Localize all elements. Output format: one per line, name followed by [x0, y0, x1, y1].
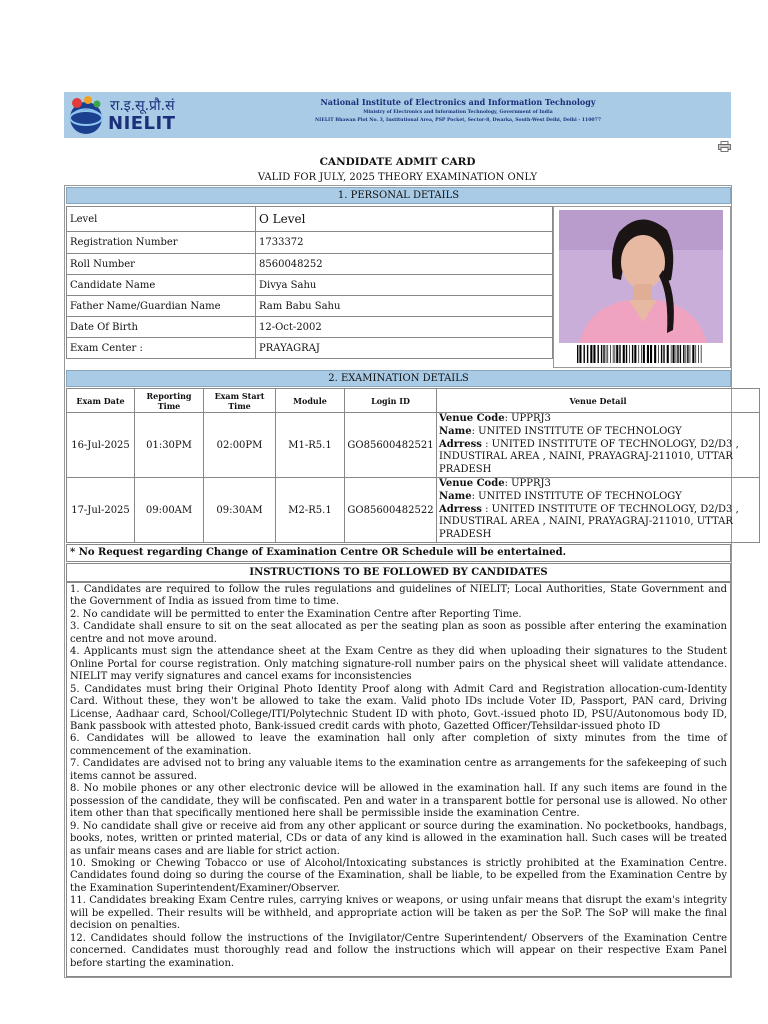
instruction-item: 9. No candidate shall give or receive aid from any other applicant or source during the examination. No pocketbooks, handbags, books, notes, written or printed material, CDs or data of any kind is allowed in the examination hall. Such cases will be treated as unfair means cases and are liable for strict action.: [70, 820, 727, 857]
venue-code-value: : UPPRJ3: [504, 478, 551, 489]
venue-code-label: Venue Code: [439, 478, 505, 489]
instruction-item: 11. Candidates breaking Exam Centre rules, carrying knives or weapons, or using unfair means that disrupt the exam's integrity will be expelled. Their results will be withheld, and appropriate action will be taken as per the SoP. The SoP will make the final decision on penalties.: [70, 895, 727, 932]
exam-details-heading: 2. EXAMINATION DETAILS: [66, 370, 731, 387]
personal-label: Candidate Name: [67, 275, 256, 296]
org-address: NIELIT Bhawan Plot No. 3, Institutional Area, PSP Pocket, Sector-8, Dwarka, South-West Delhi, Delhi - 110077: [314, 118, 602, 123]
personal-label: Roll Number: [67, 254, 256, 275]
org-name: National Institute of Electronics and Information Technology: [320, 97, 596, 107]
exam-row: [67, 413, 760, 478]
venue-code-value: : UPPRJ3: [504, 413, 551, 424]
card-title: CANDIDATE ADMIT CARD: [319, 156, 476, 168]
exam-details-table: [66, 388, 760, 543]
instruction-item: 7. Candidates are advised not to bring any valuable items to the examination centre as arrangements for the safekeeping of such items cannot be assured.: [70, 758, 727, 782]
exam-column-header: Exam Date: [67, 389, 135, 413]
venue-address-value: : UNITED INSTITUTE OF TECHNOLOGY, D2/D3 , INDUSTIRAL AREA , NAINI, PRAYAGRAJ-211010, UTTAR PRADESH: [439, 503, 739, 541]
candidate-photo: [559, 210, 723, 343]
personal-label: Level: [67, 207, 256, 232]
instructions-list: [66, 582, 731, 977]
org-ministry: Ministry of Electronics and Information Technology, Government of India: [363, 110, 553, 115]
exam-cell-venue: [437, 413, 760, 478]
venue-address-label: Adrress: [439, 438, 482, 450]
instructions-heading: INSTRUCTIONS TO BE FOLLOWED BY CANDIDATES: [66, 563, 731, 582]
exam-column-header: Reporting Time: [135, 389, 204, 413]
venue-address-label: Adrress: [439, 503, 482, 515]
personal-label: Exam Center :: [67, 338, 256, 359]
personal-value: 12-Oct-2002: [256, 317, 553, 338]
personal-row: [67, 207, 553, 232]
exam-cell-module: M2-R5.1: [276, 478, 345, 543]
venue-code-label: Venue Code: [439, 413, 505, 424]
barcode: [577, 345, 705, 363]
venue-name-value: : UNITED INSTITUTE OF TECHNOLOGY: [471, 425, 682, 437]
logo-english-text: NIELIT: [108, 113, 176, 134]
exam-cell-reporting: 01:30PM: [135, 413, 204, 478]
logo-hindi-text: रा.इ.सू.प्रौ.सं: [110, 98, 175, 114]
exam-cell-reporting: 09:00AM: [135, 478, 204, 543]
instruction-item: 4. Applicants must sign the attendance sheet at the Exam Centre as they did when uploading their signatures to the Student Online Portal for course registration. Only matching signature-roll number pairs on the physical sheet will validate attendance. NIELIT may verify signatures and cancel exams for inconsistencies: [70, 646, 727, 683]
exam-cell-start: 02:00PM: [204, 413, 276, 478]
personal-value: Divya Sahu: [256, 275, 553, 296]
exam-cell-venue: [437, 478, 760, 543]
personal-label: Father Name/Guardian Name: [67, 296, 256, 317]
personal-row: [67, 275, 553, 296]
personal-label: Date Of Birth: [67, 317, 256, 338]
instruction-item: 1. Candidates are required to follow the rules regulations and guidelines of NIELIT; Local Authorities, State Government and the Government of India as issued from time to time.: [70, 584, 727, 608]
card-titles: [64, 155, 731, 185]
printer-icon[interactable]: [718, 141, 731, 152]
instruction-item: 12. Candidates should follow the instructions of the Invigilator/Centre Superintendent/ Observers of the Examination Centre concerned. Candidates must thoroughly read and follow the instructions which will appear on their respective Exam Panel before starting the examination.: [70, 932, 727, 969]
personal-row: [67, 232, 553, 254]
exam-cell-login: GO85600482522: [345, 478, 437, 543]
exam-cell-date: 17-Jul-2025: [67, 478, 135, 543]
exam-column-header: Module: [276, 389, 345, 413]
card-subtitle: VALID FOR JULY, 2025 THEORY EXAMINATION ONLY: [257, 172, 538, 183]
globe-logo-icon: [66, 94, 110, 138]
personal-value: Ram Babu Sahu: [256, 296, 553, 317]
nielit-logo: [66, 94, 184, 138]
personal-row: [67, 254, 553, 275]
exam-cell-start: 09:30AM: [204, 478, 276, 543]
personal-details-table: [66, 206, 553, 359]
instruction-item: 5. Candidates must bring their Original Photo Identity Proof along with Admit Card and Registration allocation-cum-Identity Card. Without these, they won't be allowed to take the exam. Valid photo IDs include Voter ID, Passport, PAN card, Driving License, Aadhaar card, School/College/ITI/Polytechnic Student ID with photo, Govt.-issued photo ID, PSU/Autonomous body ID, Bank passbook with attested photo, Bank-issued credit cards with photo, Gazetted Officer/Tehsildar-issued photo ID: [70, 683, 727, 732]
personal-details-heading: 1. PERSONAL DETAILS: [66, 187, 731, 204]
exam-column-header: Login ID: [345, 389, 437, 413]
instruction-item: 2. No candidate will be permitted to enter the Examination Centre after Reporting Time.: [70, 608, 522, 620]
exam-cell-date: 16-Jul-2025: [67, 413, 135, 478]
venue-name-value: : UNITED INSTITUTE OF TECHNOLOGY: [471, 490, 682, 502]
venue-address-value: : UNITED INSTITUTE OF TECHNOLOGY, D2/D3 , INDUSTIRAL AREA , NAINI, PRAYAGRAJ-211010, UTTAR PRADESH: [439, 438, 739, 476]
personal-row: [67, 338, 553, 359]
venue-name-label: Name: [439, 490, 472, 502]
org-info: [185, 96, 731, 125]
instruction-item: 8. No mobile phones or any other electronic device will be allowed in the examination hall. If any such items are found in the possession of the candidate, they will be confiscated. Pen and water in a transparent bottle for personal use is allowed. No other item other than that specifically mentioned here shall be permissible inside the examination Centre.: [70, 783, 727, 820]
centre-change-note: * No Request regarding Change of Examination Centre OR Schedule will be entertained.: [66, 544, 731, 562]
exam-cell-module: M1-R5.1: [276, 413, 345, 478]
instruction-item: 3. Candidate shall ensure to sit on the seat allocated as per the seating plan as soon as possible after entering the examination centre and not move around.: [70, 621, 727, 645]
instruction-item: 6. Candidates will be allowed to leave the examination hall only after completion of sixty minutes from the time of commencement of the examination.: [70, 733, 727, 757]
personal-value: 1733372: [256, 232, 553, 254]
personal-label: Registration Number: [67, 232, 256, 254]
venue-name-label: Name: [439, 425, 472, 437]
personal-value: PRAYAGRAJ: [256, 338, 553, 359]
instruction-item: 10. Smoking or Chewing Tobacco or use of Alcohol/Intoxicating substances is strictly prohibited at the Examination Centre. Candidates found doing so during the course of the Examination, shall be liable, to be expelled from the Examination Centre by the Examination Superintendent/Examiner/Observer.: [70, 857, 727, 894]
personal-row: [67, 317, 553, 338]
personal-row: [67, 296, 553, 317]
personal-value: 8560048252: [256, 254, 553, 275]
exam-cell-login: GO85600482521: [345, 413, 437, 478]
personal-value: O Level: [256, 207, 553, 232]
exam-row: [67, 478, 760, 543]
exam-column-header: Exam Start Time: [204, 389, 276, 413]
exam-column-header: Venue Detail: [437, 389, 760, 413]
